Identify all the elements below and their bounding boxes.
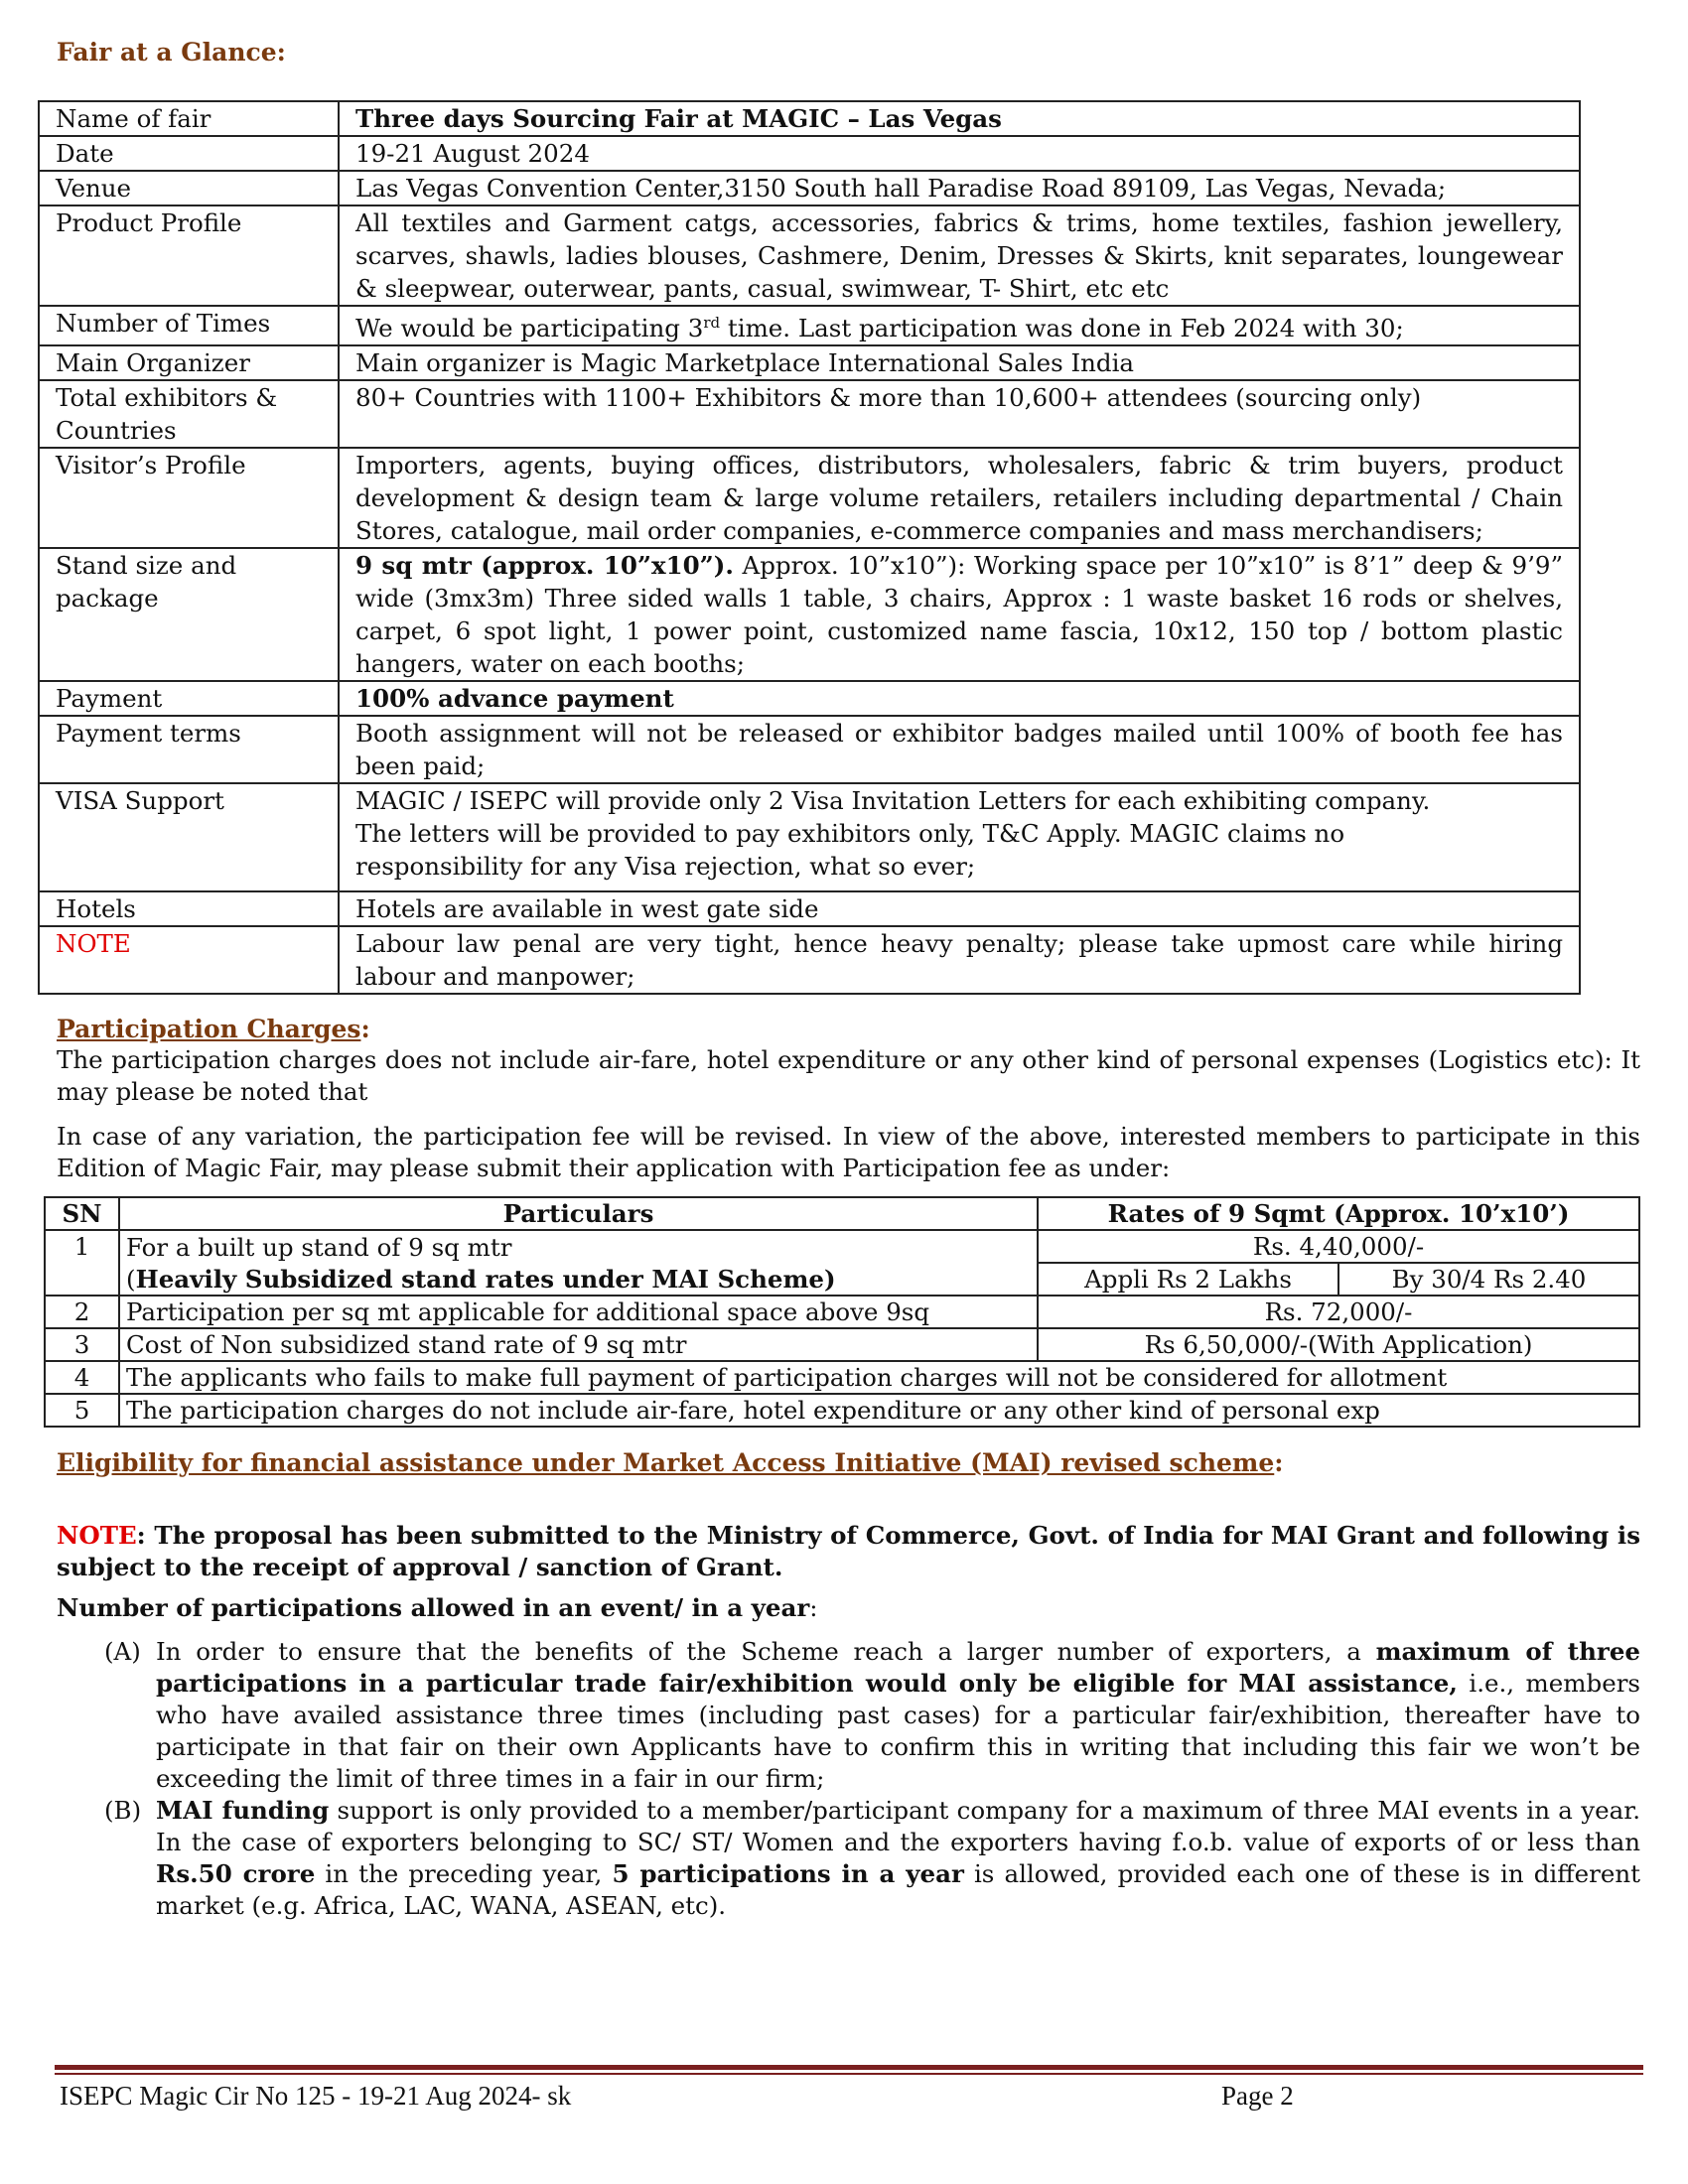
glance-value: 100% advance payment bbox=[339, 681, 1580, 716]
charges-row-3 bbox=[45, 1328, 1639, 1361]
row1-rate: Rs. 4,40,000/- bbox=[1038, 1230, 1639, 1263]
item-a-t2: i.e., members who have availed assistance three times (including past cases) for a particular fair/exhibition, thereafter have to participate in that fair on their own Applicants have to confirm this in writing that including this fair we won’t be exceeding the limit of three times in a fair in our firm; bbox=[156, 1669, 1640, 1793]
row3-sn: 3 bbox=[45, 1328, 119, 1361]
header-particulars: Particulars bbox=[119, 1197, 1038, 1230]
row5-sn: 5 bbox=[45, 1394, 119, 1427]
participation-charges-table bbox=[44, 1196, 1640, 1428]
glance-value: All textiles and Garment catgs, accessories, fabrics & trims, home textiles, fashion jewellery, scarves, shawls, ladies blouses, Cashmere, Denim, Dresses & Skirts, knit separates, loungewear & sleepwear, outerwear, pants, casual, swimwear, T- Shirt, etc etc bbox=[339, 205, 1580, 306]
eligibility-list bbox=[104, 1636, 1640, 1922]
participation-para-1: The participation charges does not include air-fare, hotel expenditure or any other kind of personal expenses (Logistics etc): It may please be noted that bbox=[57, 1045, 1640, 1106]
charges-row-1a bbox=[45, 1230, 1639, 1263]
glance-value: 19-21 August 2024 bbox=[339, 136, 1580, 171]
glance-value bbox=[339, 783, 1580, 891]
glance-value: 80+ Countries with 1100+ Exhibitors & more than 10,600+ attendees (sourcing only) bbox=[339, 380, 1580, 448]
glance-label: Product Profile bbox=[39, 205, 339, 306]
num-heading-text: Number of participations allowed in an event/ in a year bbox=[57, 1593, 810, 1622]
row1-sub-b: By 30/4 Rs 2.40 bbox=[1338, 1263, 1639, 1296]
item-b-b3: 5 participations in a year bbox=[612, 1859, 964, 1888]
item-b-t1: support is only provided to a member/participant company for a maximum of three MAI events in a year. In the case of exporters belonging to SC/ ST/ Women and the exporters having f.o.b. value of exports of or less than bbox=[156, 1796, 1640, 1856]
item-a-b1: maximum of three participations in a particular trade fair/exhibition would only be eligible for MAI assistance, bbox=[156, 1637, 1640, 1698]
value-line: The letters will be provided to pay exhibitors only, T&C Apply. MAGIC claims no bbox=[355, 819, 1345, 849]
glance-label: Date bbox=[39, 136, 339, 171]
glance-value: Booth assignment will not be released or exhibitor badges mailed until 100% of booth fee has been paid; bbox=[339, 716, 1580, 783]
participation-heading-text: Participation Charges bbox=[57, 1015, 361, 1043]
glance-value: Main organizer is Magic Marketplace International Sales India bbox=[339, 345, 1580, 380]
eligibility-heading-colon: : bbox=[1274, 1448, 1284, 1477]
footer-left-text: ISEPC Magic Cir No 125 - 19-21 Aug 2024- sk bbox=[60, 2081, 572, 2111]
glance-row bbox=[39, 205, 1580, 306]
footer-rule-thick bbox=[55, 2065, 1643, 2070]
row1-line2-open: ( bbox=[126, 1264, 136, 1294]
fair-at-a-glance-heading: Fair at a Glance: bbox=[57, 38, 286, 67]
row2-rate: Rs. 72,000/- bbox=[1038, 1296, 1639, 1328]
note-label: NOTE bbox=[57, 1521, 137, 1550]
value-line: MAGIC / ISEPC will provide only 2 Visa Invitation Letters for each exhibiting company. bbox=[355, 786, 1431, 816]
row4-text: The applicants who fails to make full payment of participation charges will not be considered for allotment bbox=[119, 1361, 1639, 1394]
glance-row bbox=[39, 136, 1580, 171]
glance-value: Three days Sourcing Fair at MAGIC – Las Vegas bbox=[339, 101, 1580, 136]
charges-row-2 bbox=[45, 1296, 1639, 1328]
row1-sub-a: Appli Rs 2 Lakhs bbox=[1038, 1263, 1338, 1296]
glance-row bbox=[39, 380, 1580, 448]
row1-line2 bbox=[119, 1263, 1038, 1296]
row1-line2-bold: Heavily Subsidized stand rates under MAI Scheme) bbox=[135, 1264, 836, 1294]
glance-row bbox=[39, 171, 1580, 205]
glance-label: Total exhibitors & Countries bbox=[39, 380, 339, 448]
glance-value: Labour law penal are very tight, hence heavy penalty; please take upmost care while hiring labour and manpower; bbox=[339, 926, 1580, 994]
glance-label: Name of fair bbox=[39, 101, 339, 136]
item-a-marker: (A) bbox=[104, 1637, 141, 1666]
note-text: : The proposal has been submitted to the Ministry of Commerce, Govt. of India for MAI Grant and following is subject to the receipt of approval / sanction of Grant. bbox=[57, 1521, 1640, 1581]
eligibility-heading-text: Eligibility for financial assistance under Market Access Initiative (MAI) revised scheme bbox=[57, 1448, 1275, 1477]
glance-row bbox=[39, 716, 1580, 783]
item-b-t2: in the preceding year, bbox=[315, 1859, 613, 1888]
value-superscript: rd bbox=[703, 314, 721, 332]
glance-value bbox=[339, 306, 1580, 345]
glance-value: Hotels are available in west gate side bbox=[339, 891, 1580, 926]
glance-value: Las Vegas Convention Center,3150 South hall Paradise Road 89109, Las Vegas, Nevada; bbox=[339, 171, 1580, 205]
glance-row bbox=[39, 783, 1580, 891]
glance-row bbox=[39, 926, 1580, 994]
header-sn: SN bbox=[45, 1197, 119, 1230]
footer-rule-thin bbox=[55, 2073, 1643, 2075]
value-line: responsibility for any Visa rejection, what so ever; bbox=[355, 852, 976, 882]
glance-label: Stand size and package bbox=[39, 548, 339, 681]
value-part: Approx. 10”x10”): Working space per 10”x10” is 8’1” deep & 9’9” wide (3mx3m) Three sided walls 1 table, 3 chairs, Approx : 1 waste basket 16 rods or shelves, carpet, 6 spot light, 1 power point, customized name fascia, 10x12, 150 top / bottom plastic hangers, water on each booths; bbox=[355, 551, 1564, 679]
row2-text: Participation per sq mt applicable for additional space above 9sq bbox=[119, 1296, 1038, 1328]
row3-rate: Rs 6,50,000/-(With Application) bbox=[1038, 1328, 1639, 1361]
row2-sn: 2 bbox=[45, 1296, 119, 1328]
eligibility-note bbox=[57, 1520, 1640, 1583]
list-item-b bbox=[104, 1795, 1640, 1922]
glance-label: Payment terms bbox=[39, 716, 339, 783]
charges-row-5 bbox=[45, 1394, 1639, 1427]
item-b-t3: is allowed, provided each one of these is in different market (e.g. Africa, LAC, WANA, ASEAN, etc). bbox=[156, 1859, 1640, 1920]
item-b-text bbox=[156, 1795, 1640, 1922]
glance-label: Payment bbox=[39, 681, 339, 716]
item-b-marker: (B) bbox=[104, 1796, 142, 1825]
value-part: We would be participating 3 bbox=[355, 314, 704, 343]
value-part: time. Last participation was done in Feb 2024 with 30; bbox=[720, 314, 1404, 343]
charges-header-row bbox=[45, 1197, 1639, 1230]
participation-charges-heading bbox=[57, 1015, 370, 1043]
list-item-a bbox=[104, 1636, 1640, 1795]
item-b-b1: MAI funding bbox=[156, 1796, 330, 1825]
glance-row bbox=[39, 681, 1580, 716]
glance-value: Importers, agents, buying offices, distributors, wholesalers, fabric & trim buyers, product development & design team & large volume retailers, retailers including departmental / Chain Stores, catalogue, mail order companies, e-commerce companies and mass merchandisers; bbox=[339, 448, 1580, 548]
glance-label: VISA Support bbox=[39, 783, 339, 891]
row5-text: The participation charges do not include air-fare, hotel expenditure or any other kind of personal exp bbox=[119, 1394, 1639, 1427]
glance-label: Hotels bbox=[39, 891, 339, 926]
glance-label: Venue bbox=[39, 171, 339, 205]
fair-at-a-glance-table bbox=[38, 100, 1581, 995]
charges-row-4 bbox=[45, 1361, 1639, 1394]
charges-row-1b bbox=[45, 1263, 1639, 1296]
glance-label: NOTE bbox=[39, 926, 339, 994]
row3-text: Cost of Non subsidized stand rate of 9 sq mtr bbox=[119, 1328, 1038, 1361]
participation-heading-colon: : bbox=[360, 1015, 370, 1043]
glance-label: Number of Times bbox=[39, 306, 339, 345]
glance-row bbox=[39, 448, 1580, 548]
row1-sn: 1 bbox=[45, 1230, 119, 1296]
header-rates: Rates of 9 Sqmt (Approx. 10’x10’) bbox=[1038, 1197, 1639, 1230]
item-a-t1: In order to ensure that the benefits of the Scheme reach a larger number of exporters, a bbox=[156, 1637, 1376, 1666]
value-bold-part: 9 sq mtr (approx. 10”x10”). bbox=[355, 551, 734, 581]
glance-label: Main Organizer bbox=[39, 345, 339, 380]
glance-row bbox=[39, 345, 1580, 380]
glance-value bbox=[339, 548, 1580, 681]
item-a-text bbox=[156, 1636, 1640, 1795]
eligibility-heading bbox=[57, 1448, 1284, 1477]
glance-row bbox=[39, 891, 1580, 926]
glance-row bbox=[39, 101, 1580, 136]
participation-para-2: In case of any variation, the participation fee will be revised. In view of the above, interested members to participate in this Edition of Magic Fair, may please submit their application with Participation fee as under: bbox=[57, 1122, 1640, 1182]
num-heading-colon: : bbox=[809, 1593, 818, 1622]
glance-row bbox=[39, 306, 1580, 345]
row1-line1: For a built up stand of 9 sq mtr bbox=[119, 1230, 1038, 1263]
number-of-participations-heading bbox=[57, 1592, 1640, 1624]
glance-row bbox=[39, 548, 1580, 681]
row4-sn: 4 bbox=[45, 1361, 119, 1394]
item-b-b2: Rs.50 crore bbox=[156, 1859, 316, 1888]
footer-page-number: Page 2 bbox=[1221, 2081, 1294, 2111]
glance-label: Visitor’s Profile bbox=[39, 448, 339, 548]
